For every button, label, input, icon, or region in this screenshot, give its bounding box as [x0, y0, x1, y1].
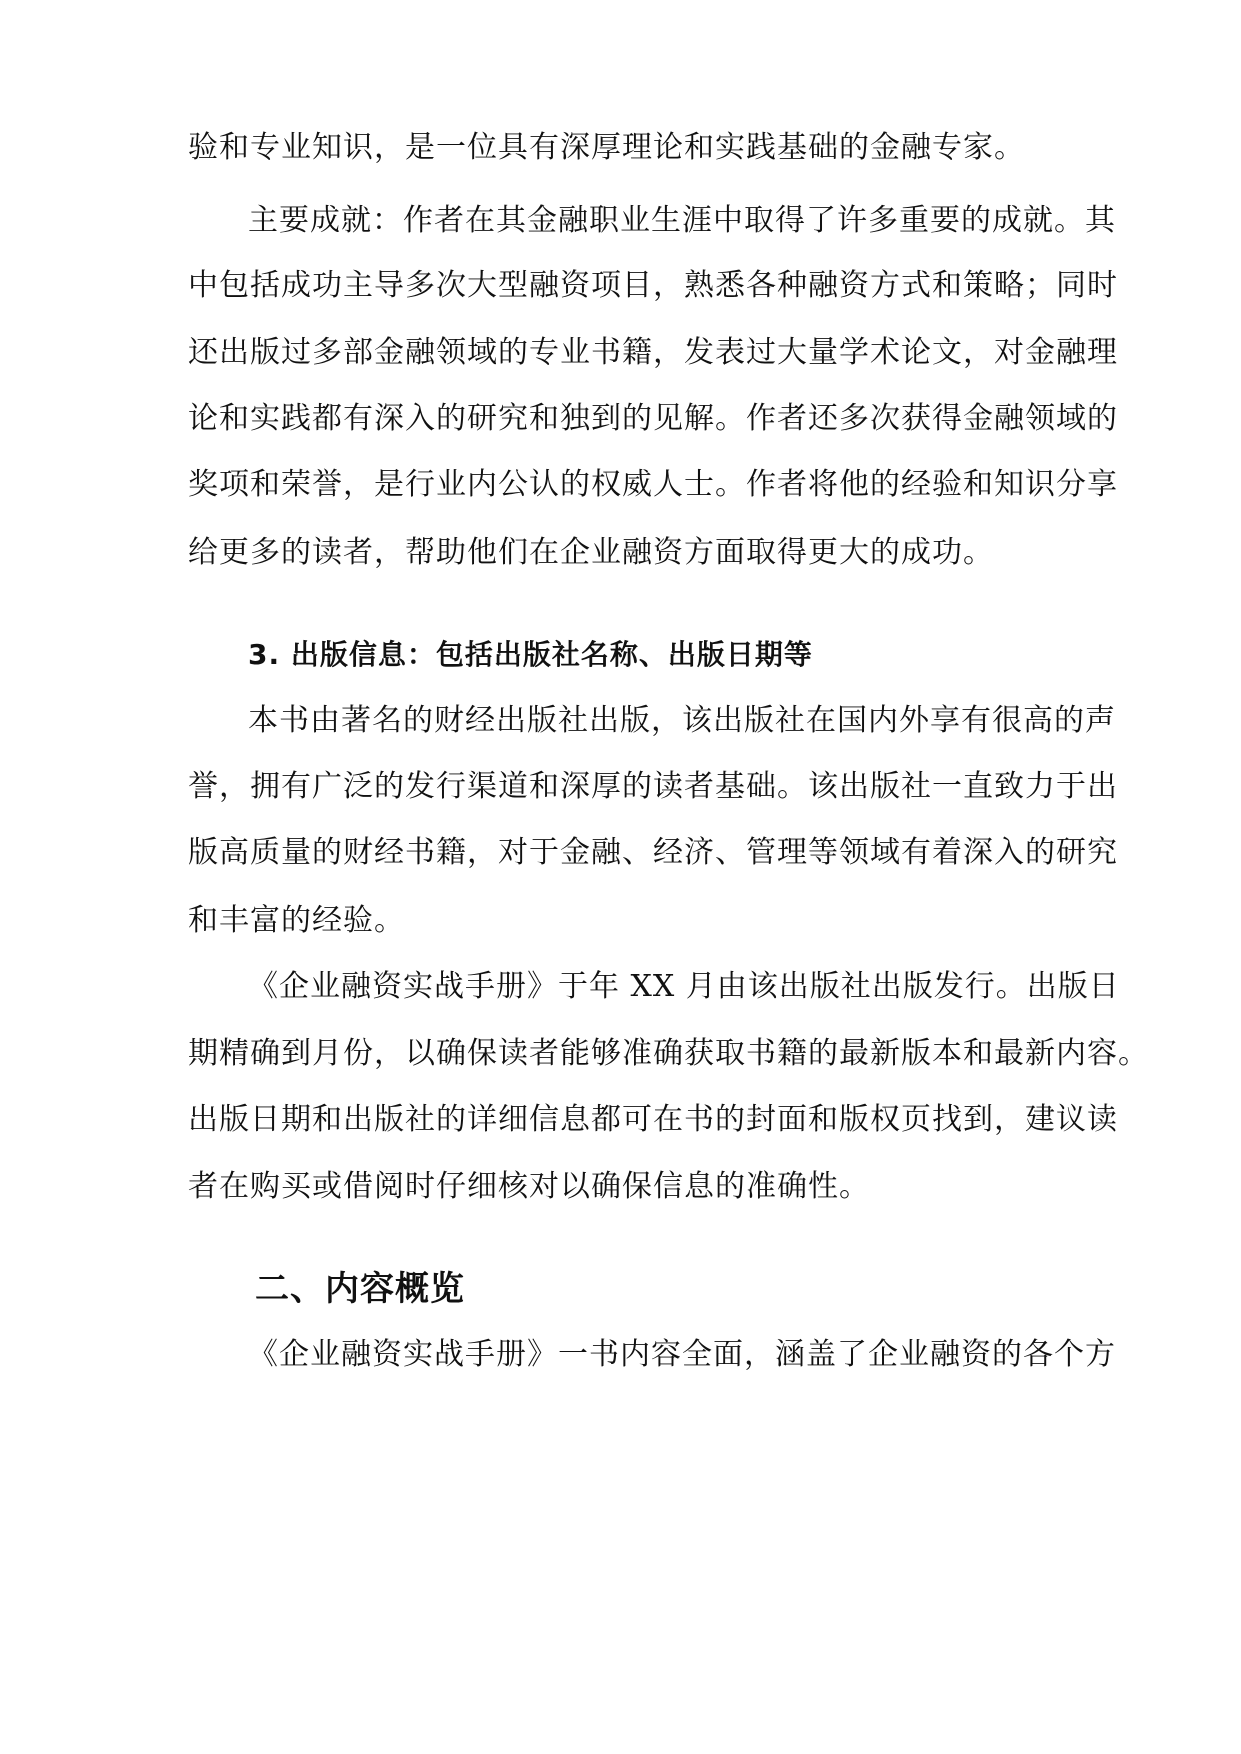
paragraph-line: 给更多的读者，帮助他们在企业融资方面取得更大的成功。	[188, 535, 994, 570]
paragraph-line: 者在购买或借阅时仔细核对以确保信息的准确性。	[188, 1169, 870, 1204]
paragraph-line: 期精确到月份，以确保读者能够准确获取书籍的最新版本和最新内容。	[188, 1036, 1149, 1071]
paragraph-line: 出版日期和出版社的详细信息都可在书的封面和版权页找到，建议读	[188, 1102, 1118, 1137]
paragraph-line: 验和专业知识，是一位具有深厚理论和实践基础的金融专家。	[188, 130, 1025, 165]
paragraph-line: 主要成就：作者在其金融职业生涯中取得了许多重要的成就。其	[248, 203, 1116, 238]
paragraph-line: 奖项和荣誉，是行业内公认的权威人士。作者将他的经验和知识分享	[188, 467, 1118, 502]
paragraph-line: 《企业融资实战手册》一书内容全面，涵盖了企业融资的各个方	[248, 1337, 1116, 1372]
paragraph-line: 《企业融资实战手册》于年 XX 月由该出版社出版发行。出版日	[248, 969, 1120, 1004]
paragraph-line: 本书由著名的财经出版社出版，该出版社在国内外享有很高的声	[248, 703, 1116, 738]
paragraph-line: 中包括成功主导多次大型融资项目，熟悉各种融资方式和策略；同时	[188, 268, 1118, 303]
paragraph-line: 版高质量的财经书籍，对于金融、经济、管理等领域有着深入的研究	[188, 835, 1118, 870]
paragraph-line: 论和实践都有深入的研究和独到的见解。作者还多次获得金融领域的	[188, 401, 1118, 436]
section-heading: 3. 出版信息：包括出版社名称、出版日期等	[248, 638, 813, 671]
chapter-heading: 二、内容概览	[255, 1269, 465, 1309]
paragraph-line: 和丰富的经验。	[188, 903, 405, 938]
paragraph-line: 还出版过多部金融领域的专业书籍，发表过大量学术论文，对金融理	[188, 335, 1118, 370]
paragraph-line: 誉，拥有广泛的发行渠道和深厚的读者基础。该出版社一直致力于出	[188, 769, 1118, 804]
